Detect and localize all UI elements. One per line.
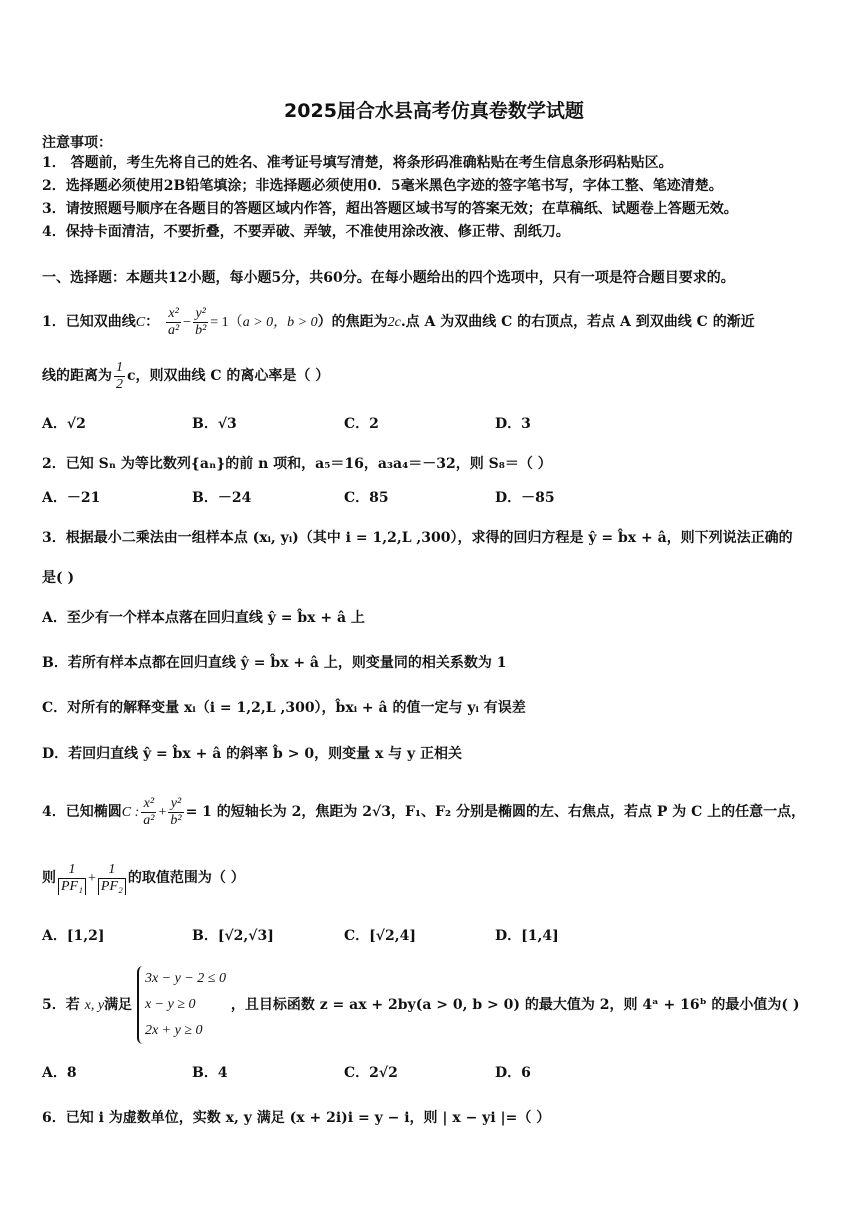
q5-stem: 5．若 (42, 997, 80, 1013)
q4-frac-x-den: a² (143, 812, 155, 828)
question-3-option-c[interactable]: C．对所有的解释变量 xᵢ（i = 1,2,L ,300），b̂xᵢ + â 的值一定与 yᵢ 有误差 (42, 700, 526, 716)
question-2: 2．已知 Sₙ 为等比数列{aₙ}的前 n 项和，a₅＝16，a₃a₄＝－32，则 S₈＝（ ） (42, 456, 552, 472)
q1-frac-y-den: b² (195, 322, 207, 338)
q1-c: C (135, 315, 146, 330)
option-d[interactable]: D．－85 (495, 490, 555, 506)
q5-constraint: x − y ≥ 0 (144, 997, 196, 1012)
question-5 (42, 966, 838, 1044)
q1-frac-y (193, 306, 208, 339)
notice-item: 2．选择题必须使用2B铅笔填涂；非选择题必须使用0．5毫米黑色字迹的签字笔书写，字体工整、笔迹清楚。 (42, 178, 723, 194)
q5-rest: ，且目标函数 z = ax + 2by(a > 0, b > 0) 的最大值为 2，则 4ᵃ + 16ᵇ 的最小值为( ) (230, 997, 800, 1013)
question-4-line2 (42, 856, 838, 900)
option-b[interactable]: B．－24 (192, 490, 252, 506)
q1-focal: 2c (387, 315, 401, 330)
question-6: 6．已知 i 为虚数单位，实数 x, y 满足 (x + 2i)i = y − i，则 | x − yi |=（ ） (42, 1110, 551, 1126)
notice-item: 1． 答题前，考生先将自己的姓名、准考证号填写清楚，将条形码准确粘贴在考生信息条形码粘贴区。 (42, 155, 673, 171)
q5-vars: x, y (84, 998, 105, 1013)
q4-frac-x (141, 796, 156, 829)
q4-frac-y (168, 796, 183, 829)
question-1-line2 (42, 356, 838, 396)
option-a[interactable]: A．√2 (42, 416, 86, 432)
q4-frac-x-num: x² (141, 796, 156, 813)
option-b[interactable]: B．[√2,√3] (192, 928, 274, 944)
notice-item: 3．请按照题号顺序在各题目的答题区域内作答，超出答题区域书写的答案无效；在草稿纸、试题卷上答题无效。 (42, 201, 738, 217)
question-3-option-a[interactable]: A．至少有一个样本点落在回归直线 ŷ = b̂x + â 上 (42, 610, 365, 626)
q4-plus: + (158, 805, 167, 820)
q1-rest: .点 A 为双曲线 C 的右顶点，若点 A 到双曲线 C 的渐近 (400, 314, 755, 330)
q1-frac-y-num: y² (193, 306, 208, 323)
q4-pf1-num: 1 (58, 862, 86, 879)
q1-frac-x (166, 306, 181, 339)
question-3-line1: 3．根据最小二乘法由一组样本点 (xᵢ, yᵢ)（其中 i = 1,2,L ,300），求得的回归方程是 ŷ = b̂x + â，则下列说法正确的 (42, 530, 793, 546)
option-d[interactable]: D．6 (495, 1065, 531, 1081)
q5-constraint-system (137, 966, 226, 1044)
q4-frac-y-num: y² (168, 796, 183, 813)
q4-frac-pf2 (98, 862, 126, 895)
question-3-line2: 是( ) (42, 570, 75, 586)
q4-line2-start: 则 (42, 870, 56, 886)
option-c[interactable]: C．2√2 (344, 1065, 398, 1081)
q1-mid: ）的焦距为 (317, 314, 388, 330)
option-c[interactable]: C．2 (344, 416, 379, 432)
q1-half-den: 2 (116, 376, 123, 392)
question-2-options (42, 488, 842, 508)
option-a[interactable]: A．[1,2] (42, 928, 105, 944)
q4-pf2-num: 1 (98, 862, 126, 879)
q4-pf1-den: PF₁ (58, 879, 86, 895)
section-heading: 一、选择题：本题共12小题，每小题5分，共60分。在每小题给出的四个选项中，只有一项是符合题目要求的。 (42, 270, 735, 286)
option-c[interactable]: C．85 (344, 490, 389, 506)
q5-constraint: 3x − y − 2 ≤ 0 (144, 971, 226, 986)
q5-constraint: 2x + y ≥ 0 (144, 1023, 203, 1038)
q4-pf2-den: PF₂ (98, 879, 126, 895)
option-a[interactable]: A．－21 (42, 490, 101, 506)
option-b[interactable]: B．√3 (192, 416, 237, 432)
q1-frac-half (114, 360, 125, 393)
option-d[interactable]: D．[1,4] (495, 928, 559, 944)
question-3-option-b[interactable]: B．若所有样本点都在回归直线 ŷ = b̂x + â 上，则变量同的相关系数为 1 (42, 655, 507, 671)
question-4-options (42, 926, 842, 946)
q4-rest: = 1 的短轴长为 2，焦距为 2√3，F₁、F₂ 分别是椭圆的左、右焦点，若点 P 为 C 上的任意一点， (185, 804, 806, 820)
option-c[interactable]: C．[√2,4] (344, 928, 416, 944)
q4-line2-end: 的取值范围为（ ） (127, 870, 245, 886)
q1-stem: 1．已知双曲线 (42, 314, 136, 330)
notice-item: 4．保持卡面清洁，不要折叠，不要弄破、弄皱，不准使用涂改液、修正带、刮纸刀。 (42, 224, 570, 240)
q1-minus: − (183, 315, 192, 330)
question-4-line1 (42, 792, 838, 832)
q4-c: C : (121, 805, 140, 820)
q4-plus2: + (87, 871, 96, 886)
q1-colon: ： (145, 314, 160, 330)
option-d[interactable]: D．3 (495, 416, 531, 432)
question-3-option-d[interactable]: D．若回归直线 ŷ = b̂x + â 的斜率 b̂ > 0，则变量 x 与 y 正相关 (42, 746, 463, 762)
q1-eq: = 1（ (210, 315, 243, 330)
q1-line2-end: c，则双曲线 C 的离心率是（ ） (127, 368, 330, 384)
q5-satisfy: 满足 (104, 997, 133, 1013)
q1-frac-x-den: a² (167, 322, 180, 338)
q4-frac-pf1 (58, 862, 86, 895)
q4-frac-y-den: b² (170, 812, 182, 828)
q1-cond: a > 0，b > 0 (242, 315, 318, 330)
q1-frac-x-num: x² (166, 306, 181, 323)
question-1-line1 (42, 304, 838, 340)
q4-stem: 4．已知椭圆 (42, 804, 122, 820)
notice-heading: 注意事项： (42, 135, 112, 151)
question-1-options (42, 414, 842, 434)
page-title: 2025届合水县高考仿真卷数学试题 (284, 100, 584, 122)
q1-half-num: 1 (116, 359, 123, 375)
q1-line2-start: 线的距离为 (42, 368, 112, 384)
question-5-options (42, 1063, 842, 1083)
option-a[interactable]: A．8 (42, 1065, 77, 1081)
option-b[interactable]: B．4 (192, 1065, 228, 1081)
